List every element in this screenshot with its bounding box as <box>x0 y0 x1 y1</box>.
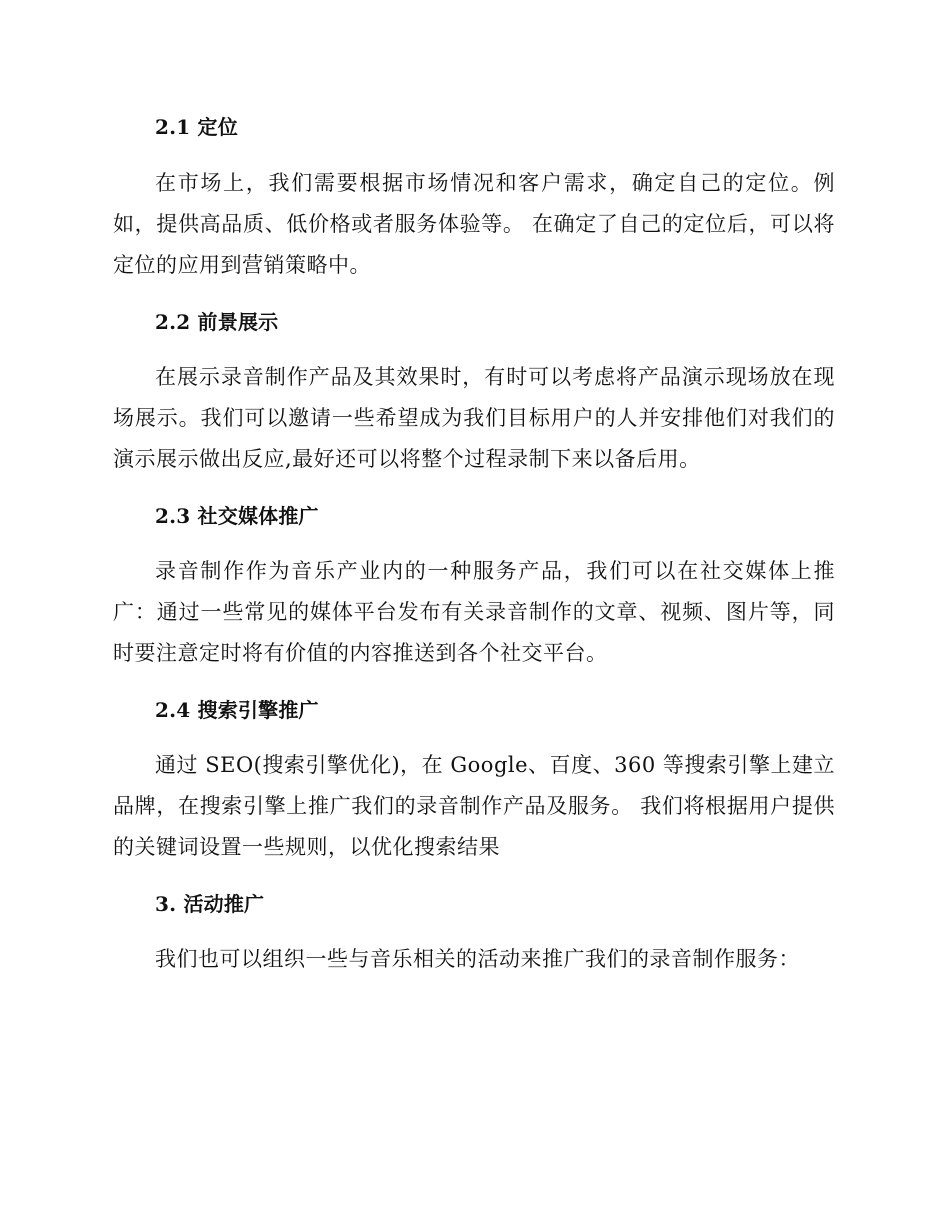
section-2-4-body <box>113 745 835 868</box>
section-heading: 2.1 定位 <box>155 115 238 139</box>
section-2-1-body <box>113 163 835 286</box>
section-heading: 3. 活动推广 <box>155 892 265 916</box>
section-paragraph: 在展示录音制作产品及其效果时，有时可以考虑将产品演示现场放在现场展示。我们可以邀请一些希望成为我们目标用户的人并安排他们对我们的演示展示做出反应,最好还可以将整个过程录制下来以备后用。 <box>113 365 835 471</box>
section-2-1 <box>113 113 835 141</box>
section-2-2-body <box>113 357 835 480</box>
section-3-body <box>113 939 835 980</box>
section-heading: 2.2 前景展示 <box>155 310 279 334</box>
section-paragraph: 通过 SEO(搜索引擎优化)，在 Google、百度、360 等搜索引擎上建立品牌，在搜索引擎上推广我们的录音制作产品及服务。 我们将根据用户提供的关键词设置一些规则，以优化搜索结果 <box>113 753 835 859</box>
section-heading: 2.3 社交媒体推广 <box>155 504 319 528</box>
section-paragraph: 在市场上，我们需要根据市场情况和客户需求，确定自己的定位。例如，提供高品质、低价格或者服务体验等。 在确定了自己的定位后，可以将定位的应用到营销策略中。 <box>113 171 835 277</box>
section-paragraph: 我们也可以组织一些与音乐相关的活动来推广我们的录音制作服务： <box>155 947 800 971</box>
section-3 <box>113 890 835 918</box>
section-2-2 <box>113 308 835 336</box>
section-2-3-body <box>113 551 835 674</box>
section-heading: 2.4 搜索引擎推广 <box>155 698 319 722</box>
section-paragraph: 录音制作作为音乐产业内的一种服务产品，我们可以在社交媒体上推广：通过一些常见的媒体平台发布有关录音制作的文章、视频、图片等，同时要注意定时将有价值的内容推送到各个社交平台。 <box>113 559 835 665</box>
section-2-3 <box>113 502 835 530</box>
section-2-4 <box>113 696 835 724</box>
